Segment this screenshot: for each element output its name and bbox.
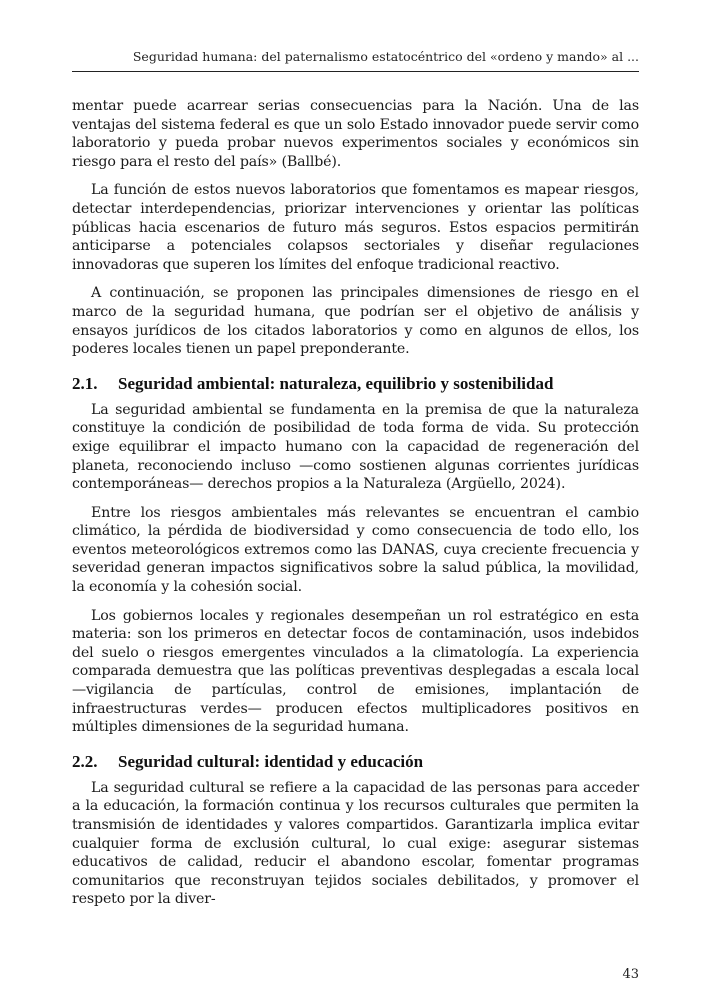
paragraph-continuation: mentar puede acarrear serias consecuencias para la Nación. Una de las ventajas del sistema federal es que un solo Estado innovador puede servir como laboratorio y pueda probar nuevos experimentos sociales y económicos sin riesgo para el resto del país» (Ballbé). (72, 98, 639, 170)
section-number: 2.1. (72, 373, 98, 393)
section-number: 2.2. (72, 751, 98, 771)
section-heading-2-1 (72, 373, 639, 395)
section-title: Seguridad ambiental: naturaleza, equilibrio y sostenibilidad (118, 373, 554, 393)
section-title: Seguridad cultural: identidad y educación (118, 751, 424, 771)
page-number: 43 (622, 967, 639, 982)
paragraph: La función de estos nuevos laboratorios que fomentamos es mapear riesgos, detectar interdependencias, priorizar intervenciones y orientar las políticas públicas hacia escenarios de futuro más seguros. Estos espacios permitirán anticiparse a potenciales colapsos sectoriales y diseñar regulaciones innovadoras que superen los límites del enfoque tradicional reactivo. (72, 182, 639, 273)
paragraph: Los gobiernos locales y regionales desempeñan un rol estratégico en esta materia: son los primeros en detectar focos de contaminación, usos indebidos del suelo o riesgos emergentes vinculados a la climatología. La experiencia comparada demuestra que las políticas preventivas desplegadas a escala local —vigilancia de partículas, control de emisiones, implantación de infraestructuras verdes— producen efectos multiplicadores positivos en múltiples dimensiones de la seguridad humana. (72, 607, 639, 736)
paragraph: La seguridad cultural se refiere a la capacidad de las personas para acceder a la educación, la formación continua y los recursos culturales que permiten la transmisión de identidades y valores compartidos. Garantizarla implica evitar cualquier forma de exclusión cultural, lo cual exige: asegurar sistemas educativos de calidad, reducir el abandono escolar, fomentar programas comunitarios que reconstruyan tejidos sociales debilitados, y promover el respeto por la diver- (72, 779, 639, 908)
header-rule (72, 71, 639, 72)
paragraph: La seguridad ambiental se fundamenta en la premisa de que la naturaleza constituye la condición de posibilidad de toda forma de vida. Su protección exige equilibrar el impacto humano con la capacidad de regeneración del planeta, reconociendo incluso —como sostienen algunas corrientes jurídicas contemporáneas— derechos propios a la Naturaleza (Argüello, 2024). (72, 401, 639, 493)
paragraph: Entre los riesgos ambientales más relevantes se encuentran el cambio climático, la pérdida de biodiversidad y como consecuencia de todo ello, los eventos meteorológicos extremos como las DANAS, cuya creciente frecuencia y severidad generan impactos significativos sobre la salud pública, la movilidad, la economía y la cohesión social. (72, 504, 639, 596)
section-heading-2-2 (72, 751, 639, 773)
body-text (72, 97, 639, 919)
running-header: Seguridad humana: del paternalismo estatocéntrico del «ordeno y mando» al ... (132, 49, 639, 64)
paragraph: A continuación, se proponen las principales dimensiones de riesgo en el marco de la seguridad humana, que podrían ser el objetivo de análisis y ensayos jurídicos de los citados laboratorios y como en algunos de ellos, los poderes locales tienen un papel preponderante. (72, 285, 639, 358)
